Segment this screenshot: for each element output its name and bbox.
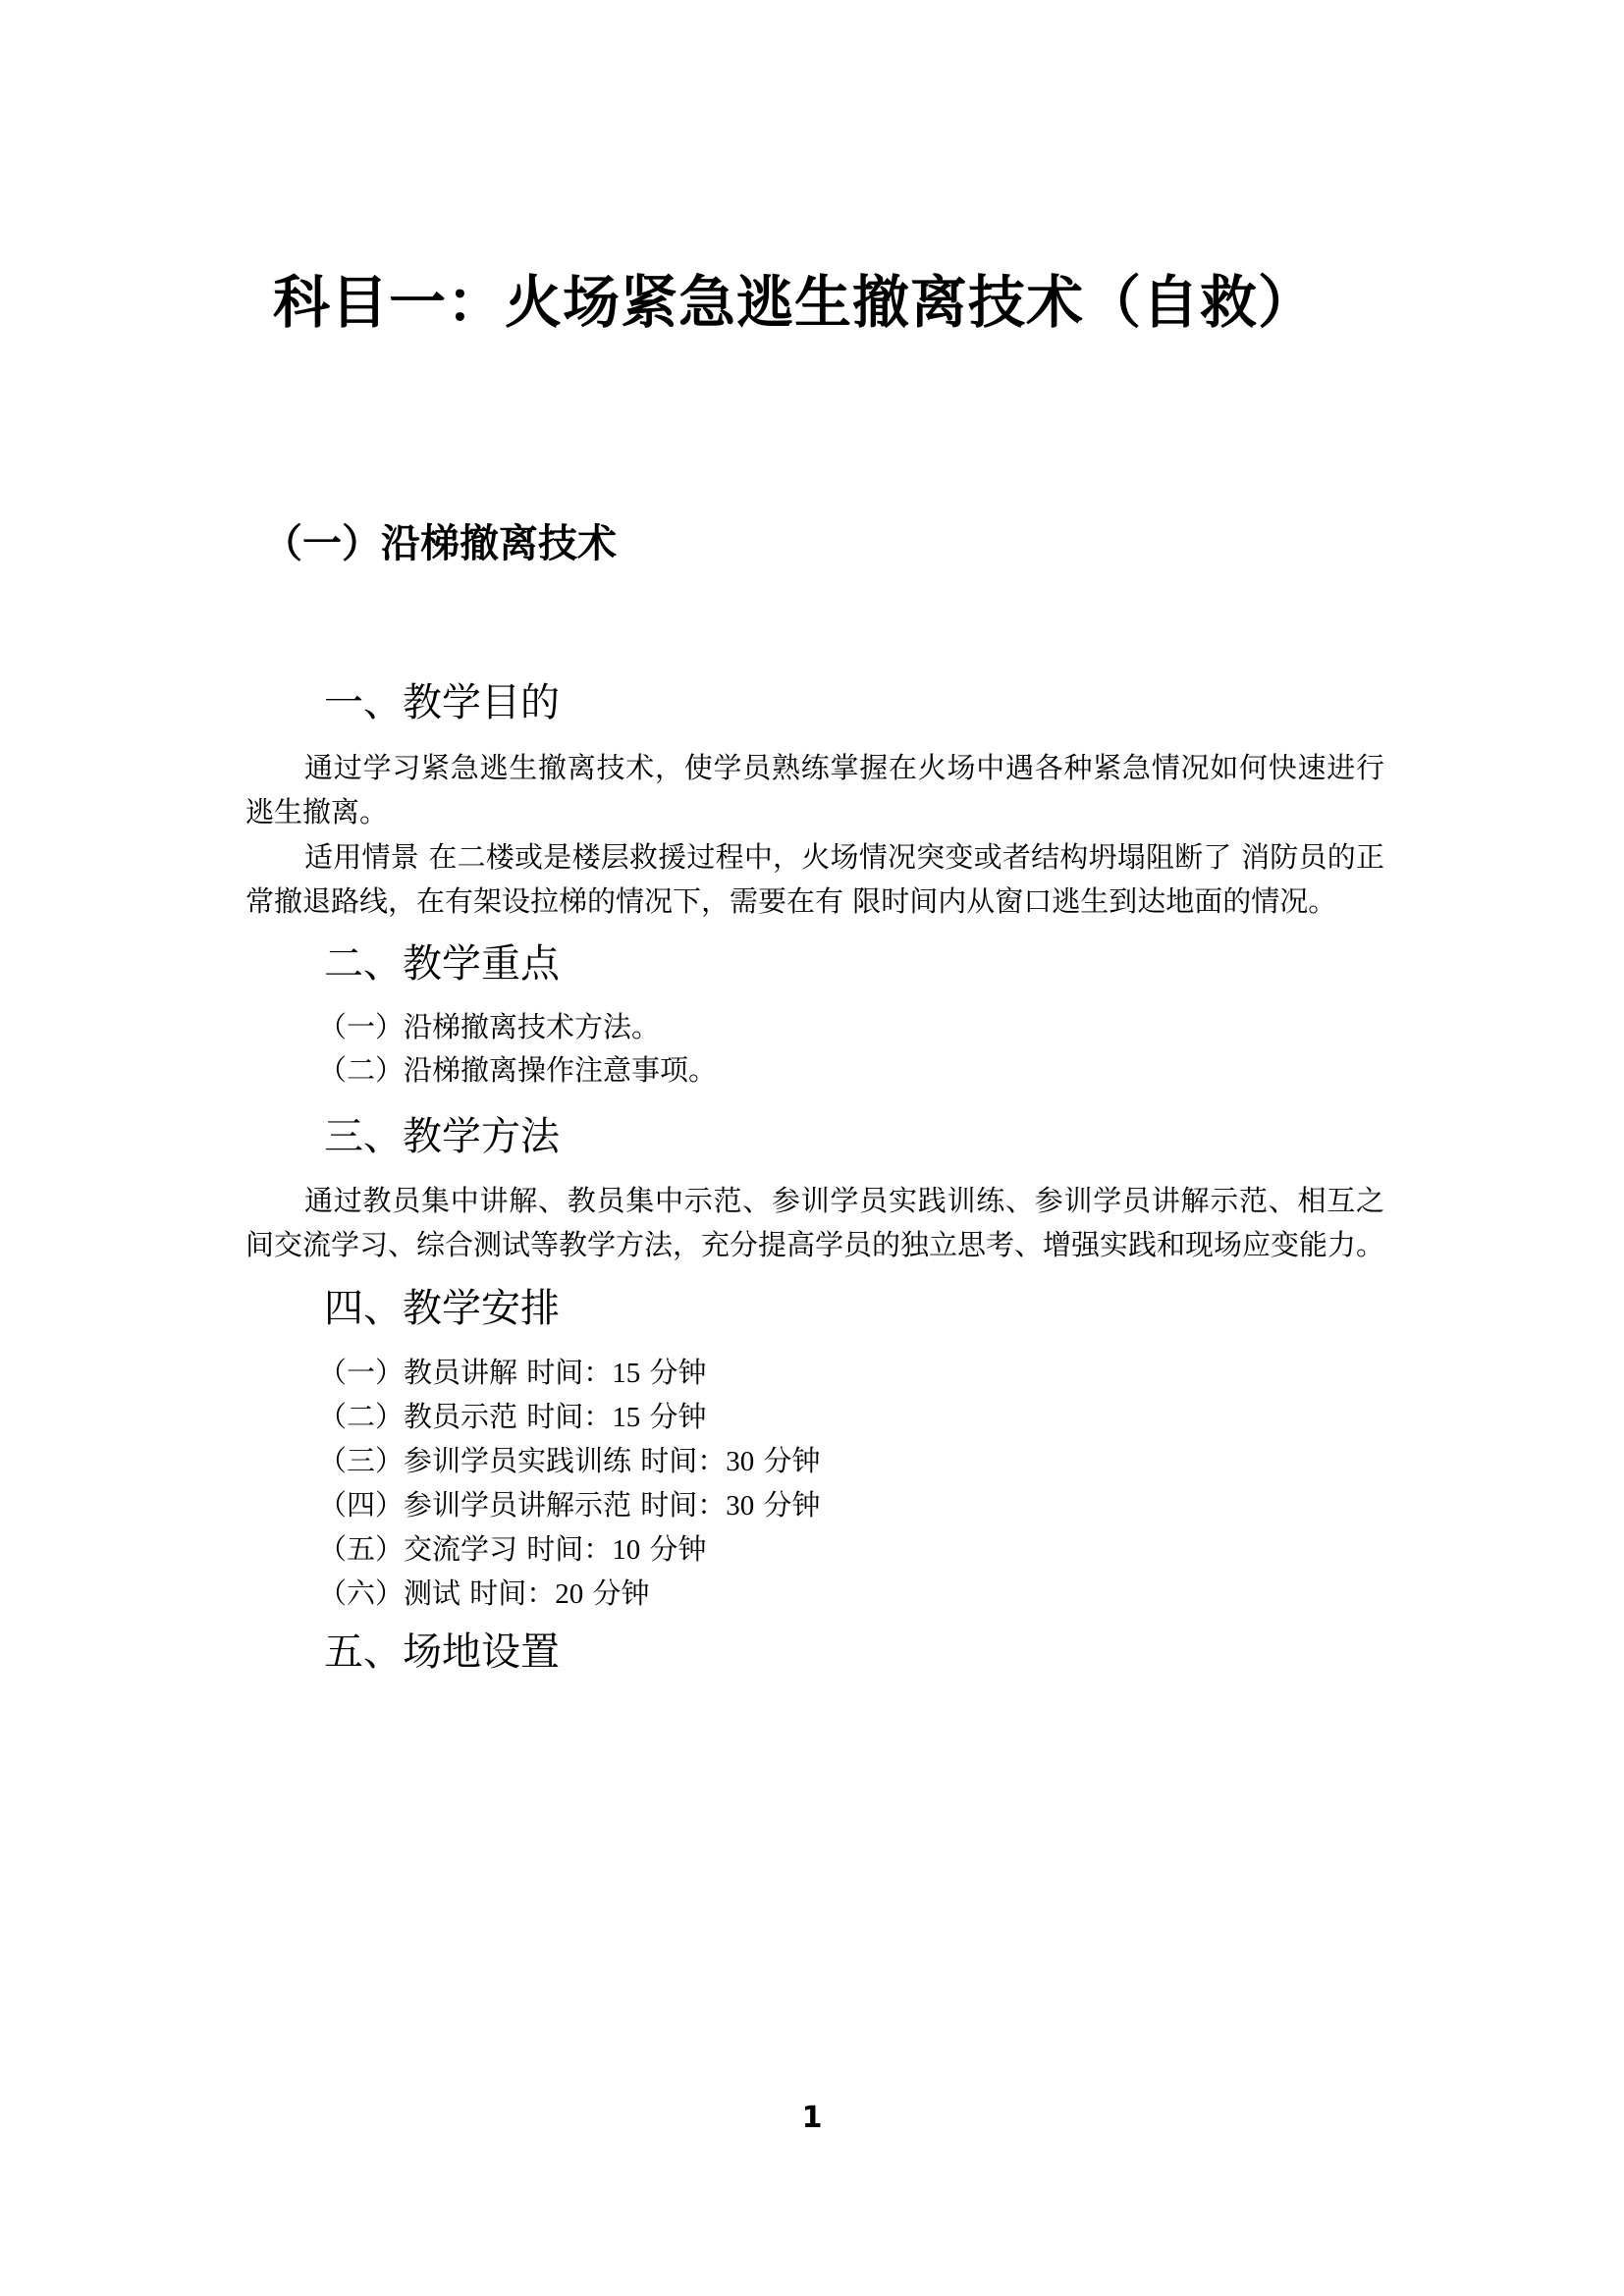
heading-teaching-objective: 一、教学目的 xyxy=(324,680,560,725)
schedule-item xyxy=(318,1572,820,1616)
section-title: （一）沿梯撤离技术 xyxy=(263,521,617,566)
schedule-item-minutes: 15 xyxy=(612,1402,641,1433)
schedule-item-label: （二）教员示范 时间： xyxy=(318,1400,613,1433)
schedule-item-minutes: 30 xyxy=(726,1446,755,1477)
schedule-item-minutes: 30 xyxy=(726,1490,755,1522)
heading-teaching-method: 三、教学方法 xyxy=(324,1114,560,1159)
key-point-item: （一）沿梯撤离技术方法。 xyxy=(318,1010,661,1043)
schedule-item-unit: 分钟 xyxy=(649,1356,707,1389)
schedule-item-minutes: 15 xyxy=(612,1358,641,1389)
schedule-item xyxy=(318,1351,820,1395)
schedule-item-label: （一）教员讲解 时间： xyxy=(318,1356,613,1389)
objective-paragraph-1: 通过学习紧急逃生撤离技术，使学员熟练掌握在火场中遇各种紧急情况如何快速进行逃生撤离。 xyxy=(245,751,1384,828)
page-number: 1 xyxy=(801,2101,823,2135)
schedule-item-label: （五）交流学习 时间： xyxy=(318,1532,613,1566)
document-title: 科目一：火场紧急逃生撤离技术（自救） xyxy=(273,269,1317,336)
schedule-item-label: （三）参训学员实践训练 时间： xyxy=(318,1444,727,1477)
schedule-item-label: （六）测试 时间： xyxy=(318,1576,556,1610)
schedule-item-minutes: 20 xyxy=(555,1578,584,1610)
objective-paragraph-2: 适用情景 在二楼或是楼层救援过程中，火场情况突变或者结构坍塌阻断了 消防员的正常撤退路线，在有架设拉梯的情况下，需要在有 限时间内从窗口逃生到达地面的情况。 xyxy=(245,840,1384,918)
schedule-list xyxy=(318,1351,820,1616)
heading-teaching-schedule: 四、教学安排 xyxy=(324,1286,560,1331)
schedule-item xyxy=(318,1483,820,1527)
key-point-item: （二）沿梯撤离操作注意事项。 xyxy=(318,1053,718,1087)
schedule-item-unit: 分钟 xyxy=(763,1444,821,1477)
schedule-item-unit: 分钟 xyxy=(649,1400,707,1433)
heading-key-points: 二、教学重点 xyxy=(324,941,560,987)
key-points-list xyxy=(318,1005,717,1092)
schedule-item-unit: 分钟 xyxy=(649,1532,707,1566)
schedule-item xyxy=(318,1395,820,1439)
schedule-item xyxy=(318,1439,820,1483)
schedule-item-unit: 分钟 xyxy=(592,1576,650,1610)
schedule-item-unit: 分钟 xyxy=(763,1488,821,1522)
schedule-item-label: （四）参训学员讲解示范 时间： xyxy=(318,1488,727,1522)
schedule-item-minutes: 10 xyxy=(612,1534,641,1566)
heading-venue-setup: 五、场地设置 xyxy=(324,1629,560,1675)
method-paragraph: 通过教员集中讲解、教员集中示范、参训学员实践训练、参训学员讲解示范、相互之间交流学习、综合测试等教学方法，充分提高学员的独立思考、增强实践和现场应变能力。 xyxy=(245,1184,1385,1261)
schedule-item xyxy=(318,1527,820,1572)
